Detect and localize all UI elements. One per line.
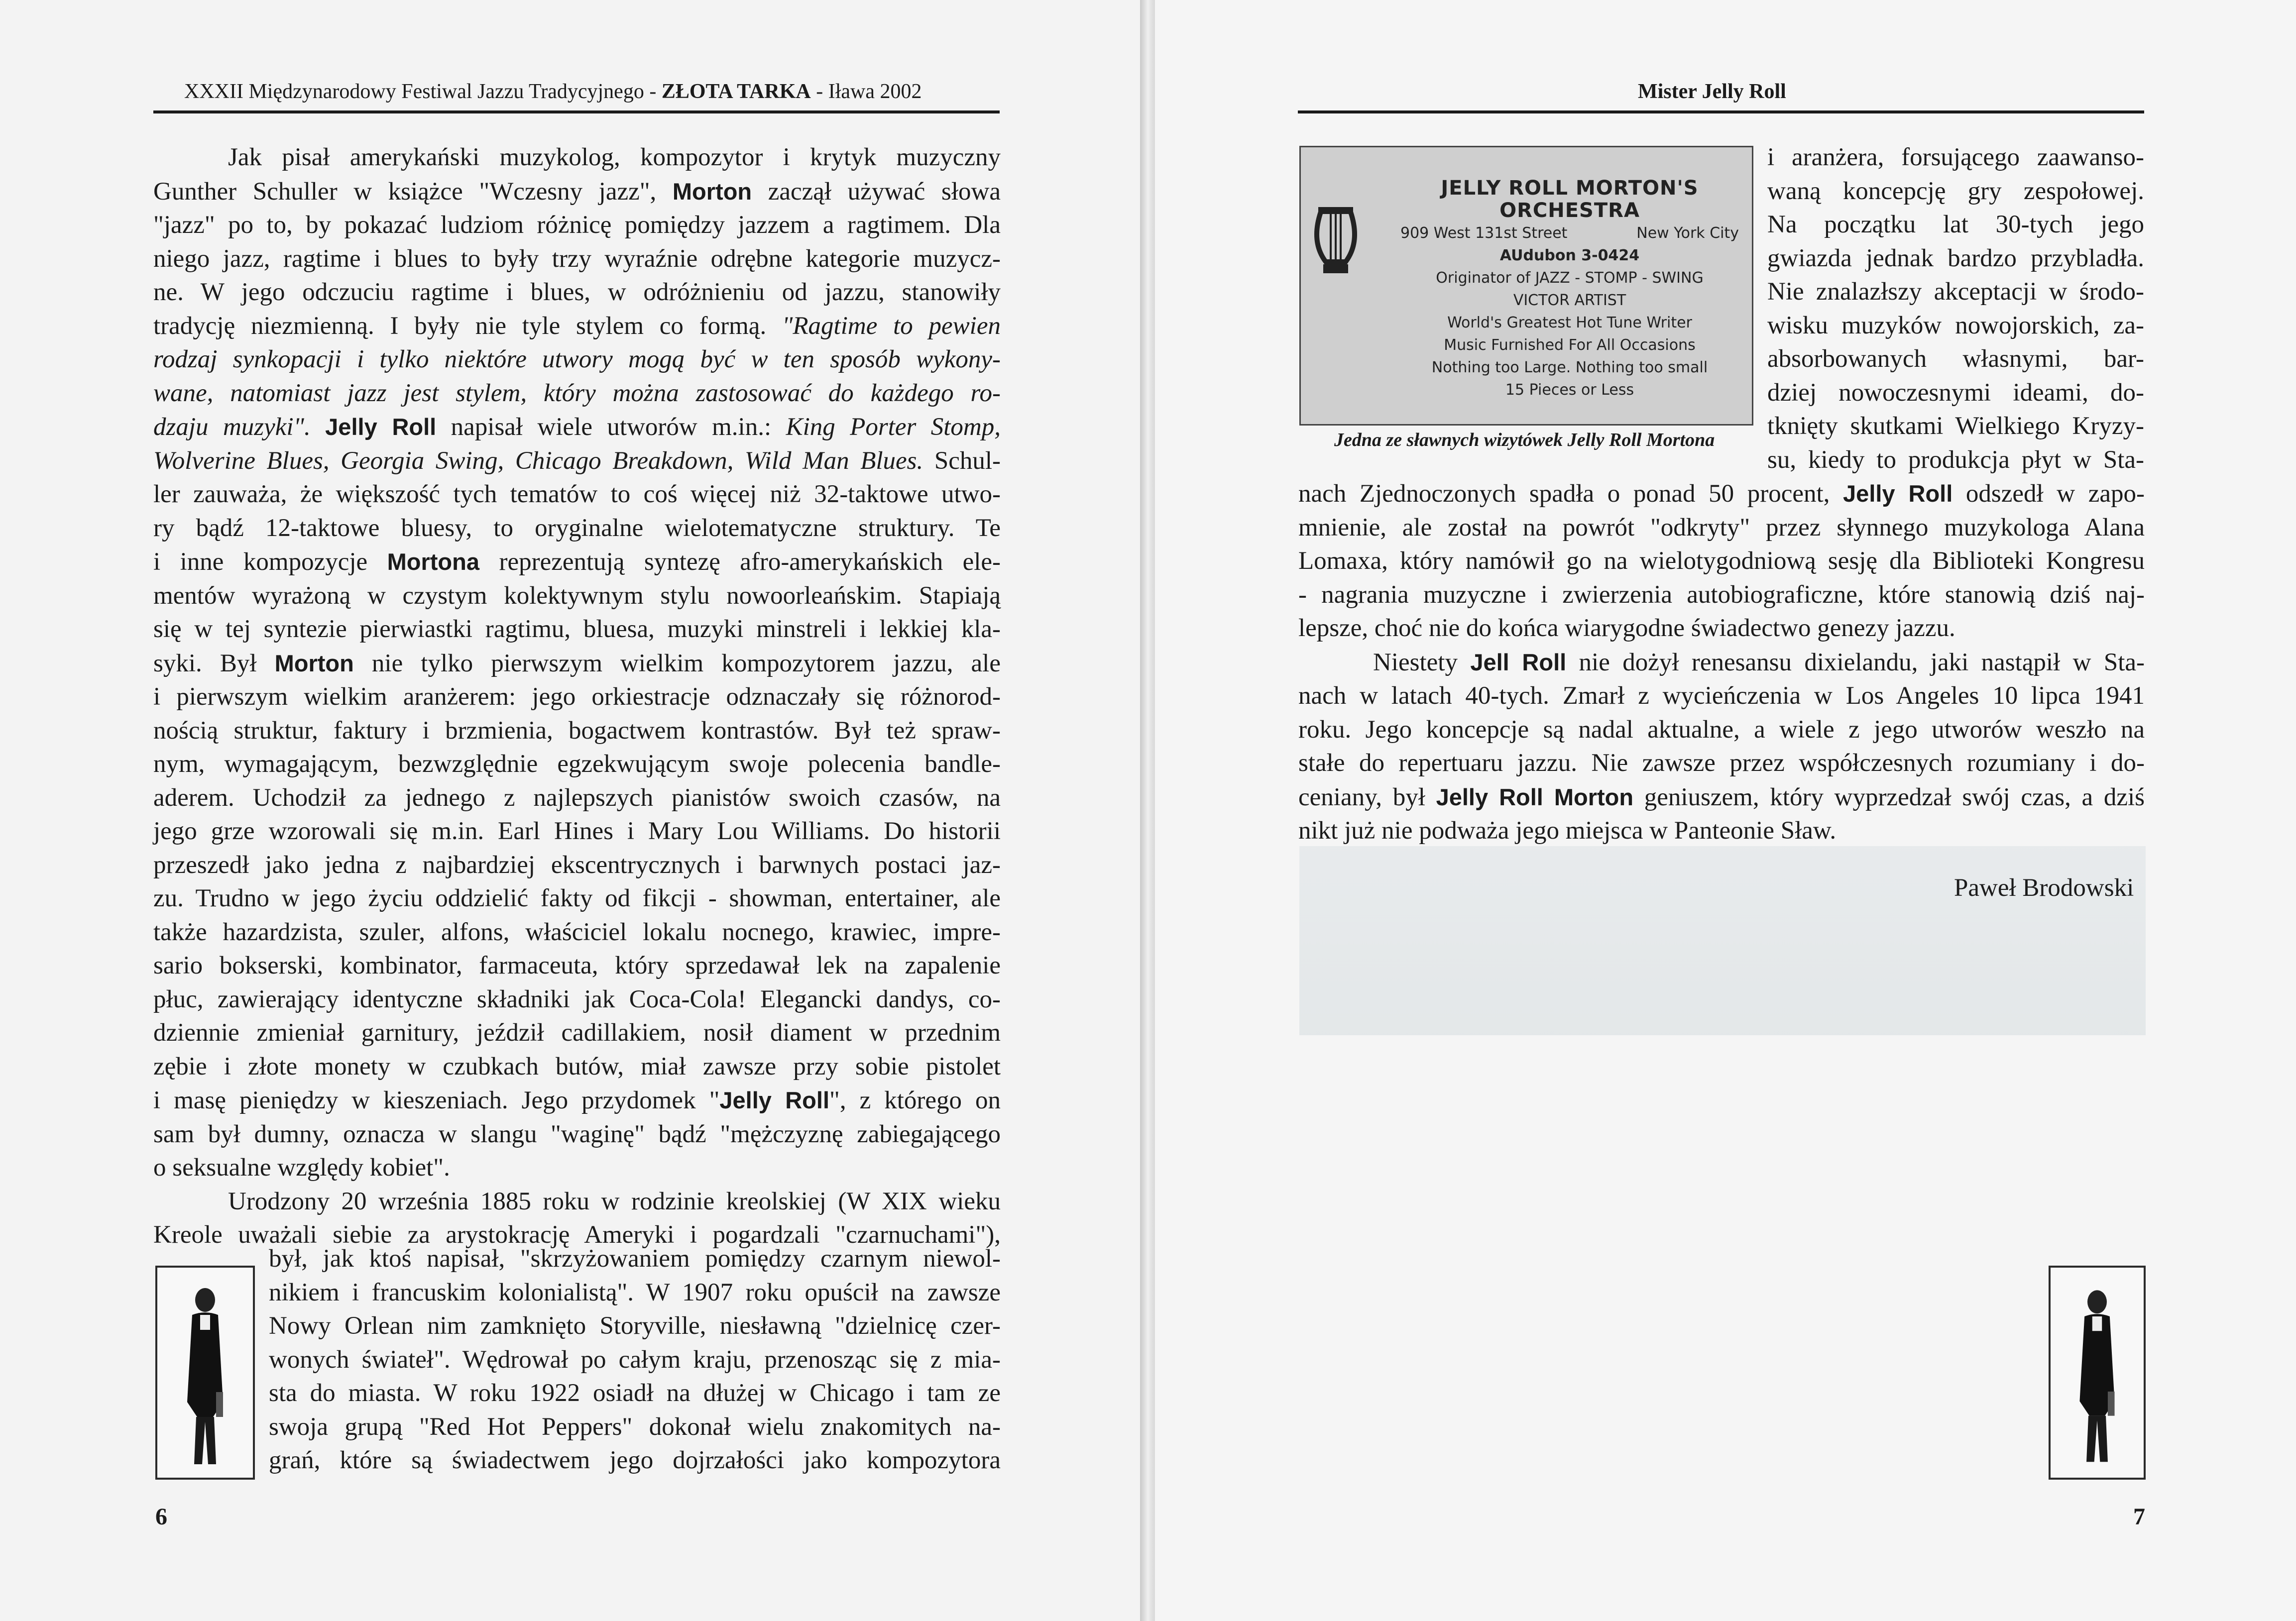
text-line: Kreole uważali siebie za arystokrację Ameryki i pogardzali "czarnuchami"), xyxy=(153,1221,1001,1249)
text-line: wisku muzyków nowojorskich, za- xyxy=(1767,311,2144,339)
text-line: roku. Jego koncepcje są nadal aktualne, a wiele z jego utworów weszło na xyxy=(1298,715,2145,744)
text-line: tknięty skutkami Wielkiego Kryzy- xyxy=(1767,412,2144,440)
portrait-frame-right xyxy=(2049,1266,2146,1480)
card-originator: Originator of JAZZ - STOMP - SWING xyxy=(1436,269,1704,287)
text-line: "jazz" po to, by pokazać ludziom różnicę pomiędzy jazzem a ragtimem. Dla xyxy=(153,211,1001,239)
text-line: lepsze, choć nie do końca wiarygodne świadectwo genezy jazzu. xyxy=(1298,614,1955,642)
header-tail: - Iława 2002 xyxy=(810,80,922,103)
text-line: nach Zjednoczonych spadła o ponad 50 procent, Jelly Roll odszedł w zapo- xyxy=(1298,480,2145,508)
card-line-writer: World's Greatest Hot Tune Writer xyxy=(1447,314,1692,331)
header-text: XXXII Międzynarodowy Festiwal Jazzu Tradycyjnego - xyxy=(184,80,662,103)
text-line: grań, które są świadectwem jego dojrzałości jako kompozytora xyxy=(269,1446,1001,1474)
card-street: 909 West 131st Street xyxy=(1400,224,1568,242)
text-line: dzaju muzyki". Jelly Roll napisał wiele utworów m.in.: King Porter Stomp, xyxy=(153,413,1001,441)
text-line: swoja grupą "Red Hot Peppers" dokonał wielu znakomitych na- xyxy=(269,1412,1001,1441)
text-line: syki. Był Morton nie tylko pierwszym wielkim kompozytorem jazzu, ale xyxy=(153,649,1001,677)
business-card-image xyxy=(1299,146,1753,426)
header-festival-name: ZŁOTA TARKA xyxy=(661,80,811,103)
card-line-pieces: 15 Pieces or Less xyxy=(1505,381,1634,399)
text-line: niego jazz, ragtime i blues to były trzy wyraźnie odrębne kategorie muzycz- xyxy=(153,244,1001,273)
text-line: także hazardzista, szuler, alfons, właściciel lokalu nocnego, krawiec, impre- xyxy=(153,918,1001,946)
text-line: mentów wyrażoną w czystym kolektywnym stylu nowoorleańskim. Stapiają xyxy=(153,581,1001,610)
text-line: nością struktur, faktury i brzmienia, bogactwem kontrastów. Był też spraw- xyxy=(153,716,1001,745)
musician-portrait-icon xyxy=(2051,1268,2144,1478)
left-wrap-text xyxy=(269,1242,1001,1478)
lyre-icon xyxy=(1306,202,1366,282)
left-body-text xyxy=(153,141,1001,1252)
text-line: absorbowanych własnymi, bar- xyxy=(1767,345,2144,373)
text-line: Gunther Schuller w książce "Wczesny jazz", Morton zaczął używać słowa xyxy=(153,177,1001,206)
text-line: rodzaj synkopacji i tylko niektóre utwory mogą być w ten sposób wykony- xyxy=(153,345,1001,373)
text-line: - nagrania muzyczne i zwierzenia autobiograficzne, które stanowią dziś naj- xyxy=(1298,580,2145,609)
text-line: i aranżera, forsującego zaawanso- xyxy=(1767,143,2144,171)
text-line: jego grze wzorowali się m.in. Earl Hines i Mary Lou Williams. Do historii xyxy=(153,817,1001,845)
text-line: nikt już nie podważa jego miejsca w Panteonie Sław. xyxy=(1298,817,1837,845)
text-line: i masę pieniędzy w kieszeniach. Jego przydomek "Jelly Roll", z którego on xyxy=(153,1086,1001,1114)
text-line: i inne kompozycje Mortona reprezentują syntezę afro-amerykańskich ele- xyxy=(153,548,1001,576)
card-line-music: Music Furnished For All Occasions xyxy=(1444,336,1696,354)
text-line: dziennie zmieniał garnitury, jeździł cadillakiem, nosił diament w przednim xyxy=(153,1019,1001,1047)
card-city: New York City xyxy=(1636,224,1739,242)
text-line: Jak pisał amerykański muzykolog, kompozytor i krytyk muzyczny xyxy=(228,143,1001,171)
text-line: Nowy Orlean nim zamknięto Storyville, niesławną "dzielnicę czer- xyxy=(269,1312,1001,1340)
text-line: się w tej syntezie pierwiastki ragtimu, bluesa, muzyki minstreli i lekkiej kla- xyxy=(153,615,1001,643)
header-rule xyxy=(153,110,1000,113)
text-line: o seksualne względy kobiet". xyxy=(153,1154,450,1182)
page-number-right: 7 xyxy=(2133,1504,2145,1530)
card-text xyxy=(1400,177,1739,401)
text-line: mnienie, ale został na powrót "odkryty" przez słynnego muzykologa Alana xyxy=(1298,513,2145,541)
card-phone: AUdubon 3-0424 xyxy=(1499,247,1640,264)
text-line: Niestety Jell Roll nie dożył renesansu dixielandu, jaki nastąpił w Sta- xyxy=(1373,648,2145,676)
card-victor-artist: VICTOR ARTIST xyxy=(1513,292,1626,309)
text-line: nach w latach 40-tych. Zmarł z wycieńczenia w Los Angeles 10 lipca 1941 xyxy=(1298,682,2145,710)
left-running-header xyxy=(184,80,921,104)
card-line-nothing: Nothing too Large. Nothing too small xyxy=(1431,359,1708,376)
text-line: stałe do repertuaru jazzu. Nie zawsze przez współczesnych rozumiany i do- xyxy=(1298,749,2145,777)
left-page xyxy=(0,0,1145,1621)
text-line: tradycję niezmienną. I były nie tyle stylem co formą. "Ragtime to pewien xyxy=(153,312,1001,340)
text-line: wonych świateł". Wędrował po całym kraju, przenosząc się z mia- xyxy=(269,1345,1001,1374)
right-body-text xyxy=(1298,477,2145,848)
text-line: aderem. Uchodził za jednego z najlepszych pianistów swoich czasów, na xyxy=(153,783,1001,812)
text-line: Lomaxa, który namówił go na wielotygodniową sesję dla Biblioteki Kongresu xyxy=(1298,547,2145,575)
text-line: Urodzony 20 września 1885 roku w rodzinie kreolskiej (W XIX wieku xyxy=(228,1187,1001,1215)
card-caption: Jedna ze sławnych wizytówek Jelly Roll Mortona xyxy=(1334,430,1715,450)
text-line: i pierwszym wielkim aranżerem: jego orkiestracje odznaczały się różnorod- xyxy=(153,683,1001,711)
text-line: Nie znalazłszy akceptacji w środo- xyxy=(1767,278,2144,306)
text-line: Wolverine Blues, Georgia Swing, Chicago Breakdown, Wild Man Blues. Schul- xyxy=(153,446,1001,475)
text-line: dziej nowoczesnymi ideami, do- xyxy=(1767,378,2144,407)
text-line: waną koncepcję gry zespołowej. xyxy=(1767,177,2144,205)
right-wrap-text xyxy=(1767,141,2144,477)
page-number-left: 6 xyxy=(155,1504,167,1530)
text-line: Na początku lat 30-tych jego xyxy=(1767,211,2144,238)
text-line: sta do miasta. W roku 1922 osiadł na dłużej w Chicago i tam ze xyxy=(269,1379,1001,1407)
right-running-header xyxy=(1638,80,1786,104)
text-line: przeszedł jako jedna z najbardziej ekscentrycznych i barwnych postaci jaz- xyxy=(153,851,1001,879)
card-address-row xyxy=(1400,222,1739,244)
header-title: Mister Jelly Roll xyxy=(1638,80,1786,103)
text-line: sam był dumny, oznacza w slangu "waginę" bądź "mężczyznę zabiegającego xyxy=(153,1120,1001,1148)
author-signature: Paweł Brodowski xyxy=(1954,874,2134,902)
text-line: zu. Trudno w jego życiu oddzielić fakty od fikcji - showman, entertainer, ale xyxy=(153,884,1001,912)
text-line: płuc, zawierający identyczne składniki jak Coca-Cola! Elegancki dandys, co- xyxy=(153,985,1001,1013)
text-line: ler zauważa, że większość tych tematów to coś więcej niż 32-taktowe utwo- xyxy=(153,480,1001,508)
text-line: su, kiedy to produkcja płyt w Sta- xyxy=(1767,445,2144,474)
text-line: wane, natomiast jazz jest stylem, który można zastosować do każdego ro- xyxy=(153,379,1001,407)
text-line: zębie i złote monety w czubkach butów, miał zawsze przy sobie pistolet xyxy=(153,1052,1001,1081)
text-line: gwiazda jednak bardzo przybladła. xyxy=(1767,244,2144,272)
text-line: ceniany, był Jelly Roll Morton geniuszem, który wyprzedzał swój czas, a dziś xyxy=(1298,783,2145,811)
portrait-frame-left xyxy=(155,1266,255,1480)
text-line: nym, wymagającym, bezwzględnie egzekwującym swoje polecenia bandle- xyxy=(153,750,1001,778)
text-line: był, jak ktoś napisał, "skrzyżowaniem pomiędzy czarnym niewol- xyxy=(269,1245,1001,1273)
text-line: sario bokserski, kombinator, farmaceuta, który sprzedawał lek na zapalenie xyxy=(153,952,1001,979)
text-line: ry bądź 12-taktowe bluesy, to oryginalne wielotematyczne struktury. Te xyxy=(153,514,1001,542)
text-line: ne. W jego odczuciu ragtime i blues, w odróżnieniu od jazzu, stanowiły xyxy=(153,278,1001,306)
text-line: nikiem i francuskim kolonialistą". W 1907 roku opuścił na zawsze xyxy=(269,1278,1001,1306)
right-header-rule xyxy=(1298,110,2144,113)
musician-portrait-icon xyxy=(157,1268,253,1478)
card-title: JELLY ROLL MORTON'S ORCHESTRA xyxy=(1441,177,1699,222)
